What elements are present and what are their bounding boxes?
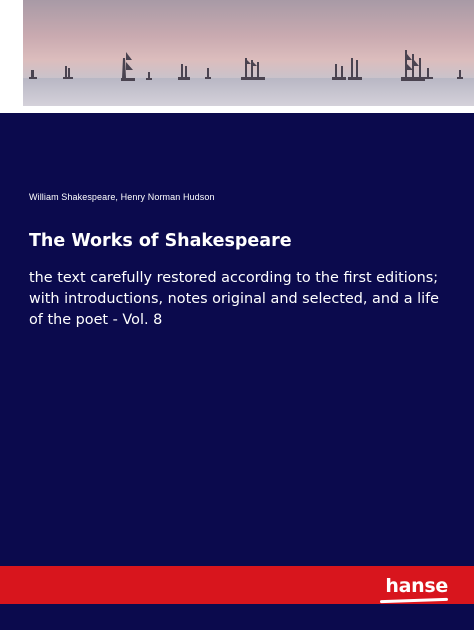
cover-photo-tall-ships (23, 0, 474, 106)
cover-title: The Works of Shakespeare (29, 231, 292, 251)
cover-subtitle: the text carefully restored according to the first editions; with introductions, notes original and selected, and a life of the poet - Vol. 8 (29, 270, 440, 328)
cover-photo-frame (0, 0, 474, 113)
tall-ships-image (23, 0, 474, 106)
cover-authors: William Shakespeare, Henry Norman Hudson (29, 192, 215, 202)
publisher-logo: hanse (385, 575, 448, 597)
bottom-band (0, 604, 474, 630)
